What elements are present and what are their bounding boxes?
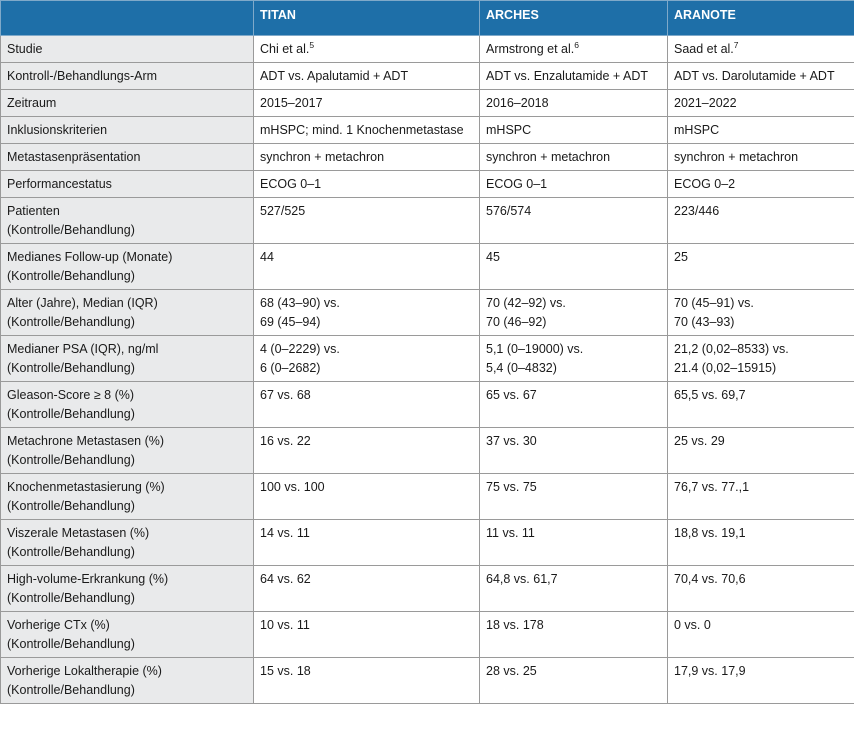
aranote-cell: 70,4 vs. 70,6 — [668, 566, 854, 612]
table-row — [1, 117, 854, 144]
arches-cell: ADT vs. Enzalutamide + ADT — [480, 63, 668, 90]
titan-cell: 10 vs. 11 — [254, 612, 480, 658]
header-aranote: ARANOTE — [668, 1, 854, 36]
table-row — [1, 63, 854, 90]
row-label: Zeitraum — [1, 90, 254, 117]
arches-cell: 576/574 — [480, 198, 668, 244]
arches-cell — [480, 290, 668, 336]
aranote-cell — [668, 36, 854, 63]
cell-text: Armstrong et al. — [486, 42, 575, 56]
header-arches: ARCHES — [480, 1, 668, 36]
row-label — [1, 428, 254, 474]
row-label — [1, 198, 254, 244]
table-row — [1, 382, 854, 428]
cell-line-1: 70 (42–92) vs. — [486, 296, 566, 310]
row-label: Performancestatus — [1, 171, 254, 198]
arches-cell: ECOG 0–1 — [480, 171, 668, 198]
row-label — [1, 658, 254, 704]
titan-cell: 67 vs. 68 — [254, 382, 480, 428]
header-titan: TITAN — [254, 1, 480, 36]
aranote-cell — [668, 336, 854, 382]
table-row — [1, 428, 854, 474]
arches-cell — [480, 336, 668, 382]
row-label-text: Patienten — [7, 204, 60, 218]
row-label-text: Gleason-Score ≥ 8 (%) — [7, 388, 135, 402]
table-row — [1, 144, 854, 171]
aranote-cell: 18,8 vs. 19,1 — [668, 520, 854, 566]
table-row — [1, 474, 854, 520]
titan-cell: 527/525 — [254, 198, 480, 244]
titan-cell: 100 vs. 100 — [254, 474, 480, 520]
reference-superscript: 5 — [309, 39, 315, 50]
aranote-cell: ADT vs. Darolutamide + ADT — [668, 63, 854, 90]
row-label-text: Metachrone Metastasen (%) — [7, 434, 165, 448]
titan-cell — [254, 36, 480, 63]
table-row — [1, 566, 854, 612]
row-label-subtext: (Kontrolle/Behandlung) — [7, 223, 135, 237]
aranote-cell: 17,9 vs. 17,9 — [668, 658, 854, 704]
aranote-cell: 25 vs. 29 — [668, 428, 854, 474]
aranote-cell: 76,7 vs. 77.,1 — [668, 474, 854, 520]
aranote-cell: mHSPC — [668, 117, 854, 144]
table-row — [1, 198, 854, 244]
aranote-cell: 25 — [668, 244, 854, 290]
cell-text: Saad et al. — [674, 42, 734, 56]
titan-cell: ECOG 0–1 — [254, 171, 480, 198]
row-label — [1, 244, 254, 290]
arches-cell: 2016–2018 — [480, 90, 668, 117]
titan-cell: 44 — [254, 244, 480, 290]
table-row — [1, 658, 854, 704]
titan-cell — [254, 290, 480, 336]
row-label — [1, 566, 254, 612]
cell-line-2: 69 (45–94) — [260, 315, 321, 329]
reference-superscript: 6 — [574, 39, 579, 50]
cell-line-2: 70 (43–93) — [674, 315, 735, 329]
row-label — [1, 474, 254, 520]
row-label-subtext: (Kontrolle/Behandlung) — [7, 591, 135, 605]
table-row — [1, 612, 854, 658]
table-row — [1, 171, 854, 198]
table-body — [1, 36, 854, 704]
table-row — [1, 290, 854, 336]
cell-line-2: 6 (0–2682) — [260, 361, 321, 375]
aranote-cell: 2021–2022 — [668, 90, 854, 117]
row-label-subtext: (Kontrolle/Behandlung) — [7, 637, 135, 651]
row-label-text: Medianer PSA (IQR), ng/ml — [7, 342, 159, 356]
row-label-subtext: (Kontrolle/Behandlung) — [7, 683, 135, 697]
row-label-subtext: (Kontrolle/Behandlung) — [7, 453, 135, 467]
arches-cell: 45 — [480, 244, 668, 290]
titan-cell: mHSPC; mind. 1 Knochenmetastase — [254, 117, 480, 144]
table-row — [1, 244, 854, 290]
aranote-cell: ECOG 0–2 — [668, 171, 854, 198]
row-label: Kontroll-/Behandlungs-Arm — [1, 63, 254, 90]
titan-cell: 2015–2017 — [254, 90, 480, 117]
table-row — [1, 90, 854, 117]
row-label — [1, 382, 254, 428]
aranote-cell — [668, 290, 854, 336]
table-row — [1, 520, 854, 566]
titan-cell: ADT vs. Apalutamid + ADT — [254, 63, 480, 90]
arches-cell: 64,8 vs. 61,7 — [480, 566, 668, 612]
row-label-subtext: (Kontrolle/Behandlung) — [7, 361, 135, 375]
row-label-text: Medianes Follow-up (Monate) — [7, 250, 173, 264]
titan-cell: 14 vs. 11 — [254, 520, 480, 566]
arches-cell: mHSPC — [480, 117, 668, 144]
row-label-subtext: (Kontrolle/Behandlung) — [7, 407, 135, 421]
row-label-subtext: (Kontrolle/Behandlung) — [7, 269, 135, 283]
cell-line-1: 4 (0–2229) vs. — [260, 342, 340, 356]
row-label — [1, 36, 254, 63]
row-label-subtext: (Kontrolle/Behandlung) — [7, 545, 135, 559]
aranote-cell: 0 vs. 0 — [668, 612, 854, 658]
row-label-text: Vorherige Lokaltherapie (%) — [7, 664, 162, 678]
cell-line-2: 70 (46–92) — [486, 315, 547, 329]
row-label-text: Studie — [7, 42, 43, 56]
row-label-text: Knochenmetastasierung (%) — [7, 480, 165, 494]
arches-cell: 11 vs. 11 — [480, 520, 668, 566]
titan-cell: 64 vs. 62 — [254, 566, 480, 612]
header-row — [1, 1, 854, 36]
reference-superscript: 7 — [733, 39, 739, 50]
titan-cell: synchron + metachron — [254, 144, 480, 171]
row-label — [1, 612, 254, 658]
titan-cell: 15 vs. 18 — [254, 658, 480, 704]
aranote-cell: 223/446 — [668, 198, 854, 244]
arches-cell — [480, 36, 668, 63]
arches-cell: 28 vs. 25 — [480, 658, 668, 704]
row-label-text: High-volume-Erkrankung (%) — [7, 572, 169, 586]
cell-line-1: 70 (45–91) vs. — [674, 296, 754, 310]
row-label-subtext: (Kontrolle/Behandlung) — [7, 499, 135, 513]
row-label: Inklusionskriterien — [1, 117, 254, 144]
arches-cell: 18 vs. 178 — [480, 612, 668, 658]
row-label: Metastasenpräsentation — [1, 144, 254, 171]
cell-line-1: 68 (43–90) vs. — [260, 296, 340, 310]
table-header — [1, 1, 854, 36]
table-row — [1, 36, 854, 63]
arches-cell: 75 vs. 75 — [480, 474, 668, 520]
cell-text: Chi et al. — [260, 42, 310, 56]
aranote-cell: 65,5 vs. 69,7 — [668, 382, 854, 428]
row-label-text: Alter (Jahre), Median (IQR) — [7, 296, 158, 310]
arches-cell: 65 vs. 67 — [480, 382, 668, 428]
arches-cell: synchron + metachron — [480, 144, 668, 171]
titan-cell: 16 vs. 22 — [254, 428, 480, 474]
row-label-text: Viszerale Metastasen (%) — [7, 526, 150, 540]
titan-cell — [254, 336, 480, 382]
cell-line-2: 21.4 (0,02–15915) — [674, 361, 777, 375]
row-label — [1, 336, 254, 382]
cell-line-1: 21,2 (0,02–8533) vs. — [674, 342, 789, 356]
row-label — [1, 290, 254, 336]
row-label-subtext: (Kontrolle/Behandlung) — [7, 315, 135, 329]
row-label — [1, 520, 254, 566]
cell-line-2: 5,4 (0–4832) — [486, 361, 557, 375]
cell-line-1: 5,1 (0–19000) vs. — [486, 342, 584, 356]
arches-cell: 37 vs. 30 — [480, 428, 668, 474]
header-empty-cell — [1, 1, 254, 36]
table-row — [1, 336, 854, 382]
aranote-cell: synchron + metachron — [668, 144, 854, 171]
row-label-text: Vorherige CTx (%) — [7, 618, 110, 632]
